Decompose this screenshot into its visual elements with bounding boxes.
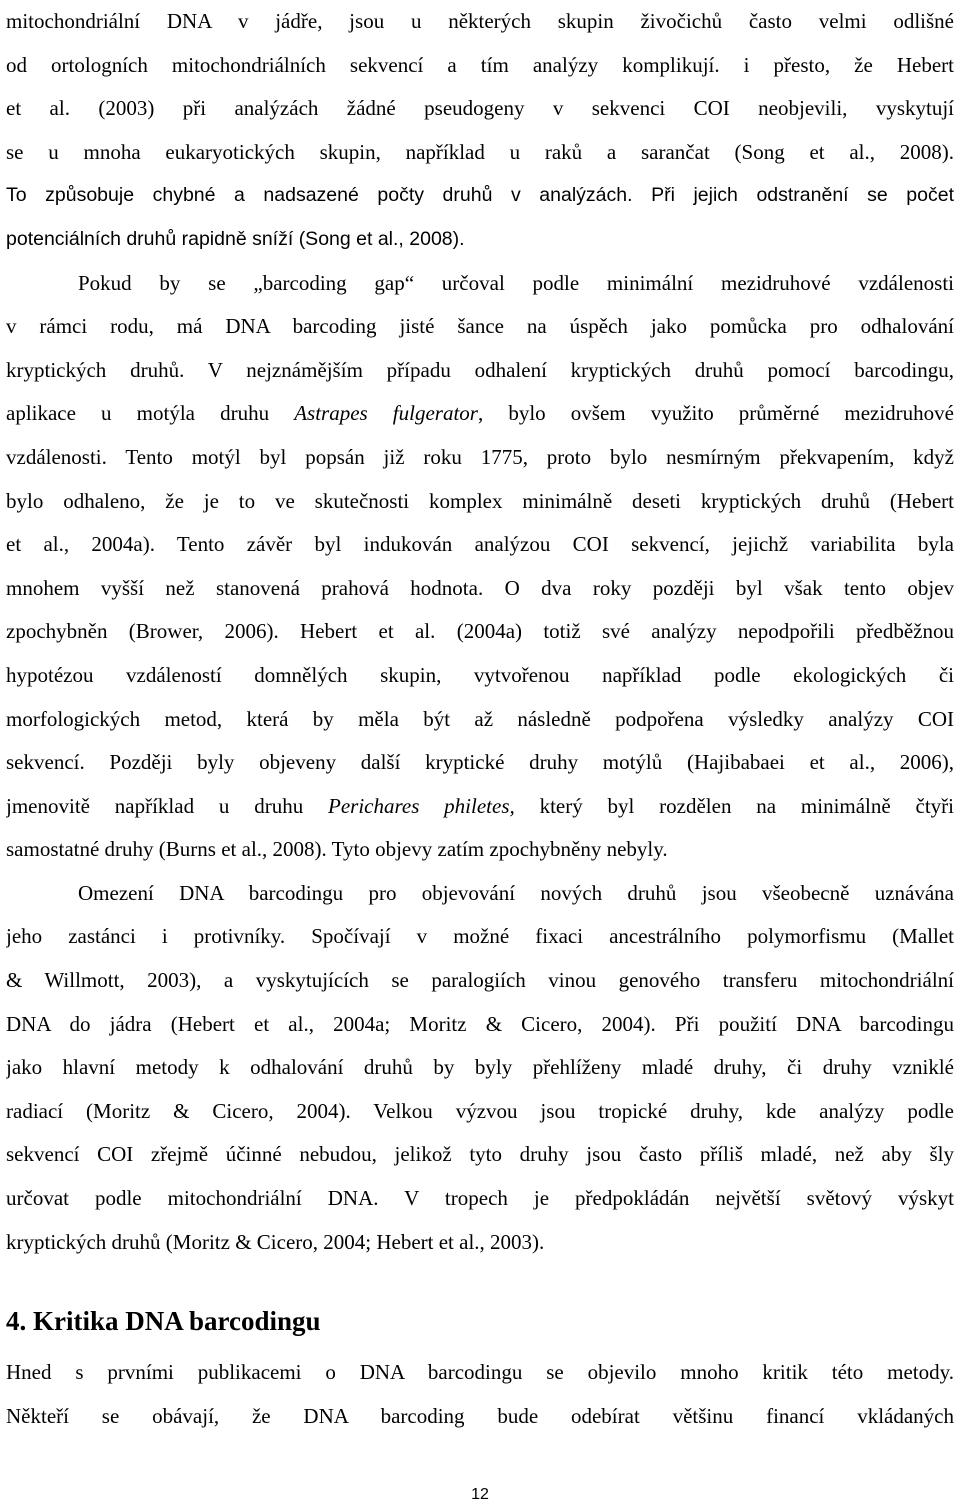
- text-line: [6, 785, 954, 829]
- page-number: 12: [471, 1486, 489, 1503]
- text-line: bylo odhaleno, že je to ve skutečnosti komplex minimálně deseti kryptických druhů (Hebert: [6, 488, 954, 513]
- text-line: hypotézou vzdáleností domnělých skupin, vytvořenou například podle ekologických či: [6, 662, 954, 687]
- text-segment: , bylo ovšem využito průměrné mezidruhové: [477, 401, 954, 426]
- text-line: od ortologních mitochondriálních sekvencí a tím analýzy komplikují. i přesto, že Hebert: [6, 52, 954, 77]
- paragraph: [6, 0, 954, 262]
- text-line: Omezení DNA barcodingu pro objevování nových druhů jsou všeobecně uznávána: [78, 880, 954, 905]
- text-line: sekvencí. Později byly objeveny další kryptické druhy motýlů (Hajibabaei et al., 2006),: [6, 750, 954, 775]
- paragraph: [6, 262, 954, 872]
- text-line: Pokud by se „barcoding gap“ určoval podle minimální mezidruhové vzdálenosti: [78, 270, 954, 295]
- text-line: samostatné druhy (Burns et al., 2008). Tyto objevy zatím zpochybněny nebyly.: [6, 837, 668, 862]
- text-line: mnohem vyšší než stanovená prahová hodnota. O dva roky později byl však tento objev: [6, 575, 954, 600]
- section-heading: 4. Kritika DNA barcodingu: [6, 1306, 321, 1336]
- text-line: v rámci rodu, má DNA barcoding jisté šance na úspěch jako pomůcka pro odhalování: [6, 314, 954, 339]
- section-body: [6, 1351, 954, 1438]
- text-line: vzdálenosti. Tento motýl byl popsán již roku 1775, proto bylo nesmírným překvapením, když: [6, 444, 954, 469]
- text-line: určovat podle mitochondriální DNA. V tropech je předpokládán největší světový výskyt: [6, 1186, 954, 1211]
- text-line: potenciálních druhů rapidně sníží (Song et al., 2008).: [6, 227, 465, 250]
- text-line: To způsobuje chybné a nadsazené počty druhů v analýzách. Při jejich odstranění se počet: [6, 184, 954, 207]
- text-line: zpochybněn (Brower, 2006). Hebert et al. (2004a) totiž své analýzy nepodpořili předběžnou: [6, 619, 954, 644]
- text-line: et al., 2004a). Tento závěr byl indukován analýzou COI sekvencí, jejichž variabilita byla: [6, 532, 954, 557]
- text-line: mitochondriální DNA v jádře, jsou u některých skupin živočichů často velmi odlišné: [6, 9, 954, 33]
- text-line: sekvencí COI zřejmě účinné nebudou, jelikož tyto druhy jsou často příliš mladé, než aby šly: [6, 1142, 954, 1167]
- text-line: Hned s prvními publikacemi o DNA barcodingu se objevilo mnoho kritik této metody.: [6, 1360, 954, 1384]
- text-line: radiací (Moritz & Cicero, 2004). Velkou výzvou jsou tropické druhy, kde analýzy podle: [6, 1098, 954, 1123]
- text-segment: aplikace u motýla druhu: [6, 401, 295, 426]
- text-line: & Willmott, 2003), a vyskytujících se paralogiích vinou genového transferu mitochondriální: [6, 968, 954, 993]
- species-name: Astrapes fulgerator: [294, 401, 478, 426]
- text-line: Někteří se obávají, že DNA barcoding bude odebírat většinu financí vkládaných: [6, 1403, 954, 1428]
- text-line: DNA do jádra (Hebert et al., 2004a; Moritz & Cicero, 2004). Při použití DNA barcodingu: [6, 1011, 954, 1036]
- document-body: [6, 0, 954, 1264]
- paragraph: [6, 872, 954, 1264]
- text-segment: který byl rozdělen na minimálně čtyři: [514, 793, 954, 818]
- text-line: kryptických druhů (Moritz & Cicero, 2004; Hebert et al., 2003).: [6, 1229, 545, 1254]
- text-line: jeho zastánci i protivníky. Spočívají v možné fixaci ancestrálního polymorfismu (Mallet: [6, 924, 954, 949]
- text-line: et al. (2003) při analýzách žádné pseudogeny v sekvenci COI neobjevili, vyskytují: [6, 96, 954, 121]
- text-line: jako hlavní metody k odhalování druhů by byly přehlíženy mladé druhy, či druhy vzniklé: [6, 1055, 954, 1080]
- text-line: [6, 392, 954, 436]
- text-line: se u mnoha eukaryotických skupin, například u raků a sarančat (Song et al., 2008).: [6, 139, 954, 164]
- text-segment: jmenovitě například u druhu: [6, 793, 329, 818]
- species-name: Perichares philetes,: [328, 793, 515, 818]
- text-line: morfologických metod, která by měla být až následně podpořena výsledky analýzy COI: [6, 706, 954, 731]
- text-line: kryptických druhů. V nejznámějším případu odhalení kryptických druhů pomocí barcodingu,: [6, 357, 954, 382]
